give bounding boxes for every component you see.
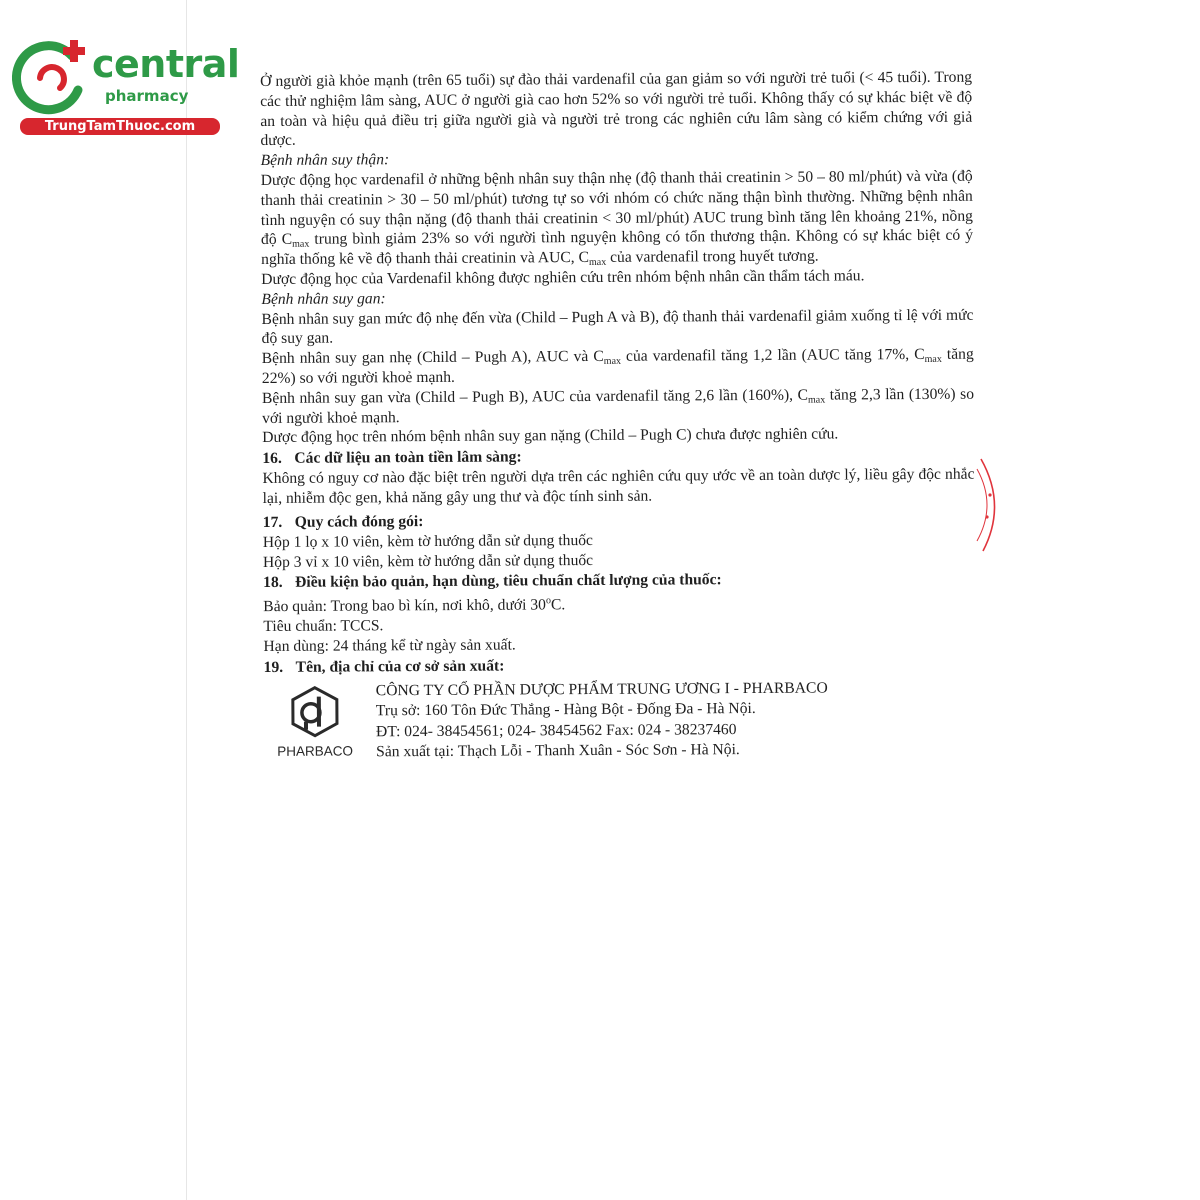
manufacturer-factory: Sản xuất tại: Thạch Lỗi - Thanh Xuân - Sóc Sơn - Hà Nội. bbox=[376, 741, 740, 761]
pharbaco-logo bbox=[270, 685, 360, 766]
central-pharmacy-logo[interactable] bbox=[10, 38, 240, 138]
dialysis-paragraph: Dược động học của Vardenafil không được nghiên cứu trên nhóm bệnh nhân cần thẩm tách máu. bbox=[261, 267, 865, 288]
pharbaco-label: PHARBACO bbox=[277, 743, 354, 759]
brand-name: central bbox=[92, 42, 240, 86]
section-heading-17: 17. Quy cách đóng gói: bbox=[262, 512, 424, 531]
central-logo-icon bbox=[10, 38, 92, 120]
storage-line: Bảo quản: Trong bao bì kín, nơi khô, dưới 30$^o$C. bbox=[263, 595, 566, 616]
section-heading-16: 16. Các dữ liệu an toàn tiền lâm sàng: bbox=[262, 448, 522, 468]
pharbaco-logo-icon bbox=[290, 685, 340, 737]
section-heading-19: 19. Tên, địa chỉ của cơ sở sản xuất: bbox=[263, 657, 505, 676]
hepatic-paragraph-3: Bệnh nhân suy gan vừa (Child – Pugh B), AUC của vardenafil tăng 2,6 lần (160%), $C_{max}$ tăng 2,3 lần (130%) so với người khoẻ mạnh. bbox=[261, 385, 975, 427]
manufacturer-block bbox=[264, 678, 977, 772]
hepatic-heading: Bệnh nhân suy gan: bbox=[261, 290, 386, 308]
hepatic-paragraph-4: Dược động học trên nhóm bệnh nhân suy gan nặng (Child – Pugh C) chưa được nghiên cứu. bbox=[262, 425, 839, 447]
section-heading-18: 18. Điều kiện bảo quản, hạn dùng, tiêu chuẩn chất lượng của thuốc: bbox=[263, 571, 722, 592]
hepatic-paragraph-1: Bệnh nhân suy gan mức độ nhẹ đến vừa (Child – Pugh A và B), độ thanh thải vardenafil giảm xuống tỉ lệ với mức độ suy gan. bbox=[261, 306, 974, 348]
document-body bbox=[260, 68, 976, 772]
standard-line: Tiêu chuẩn: TCCS. bbox=[263, 617, 384, 636]
red-stamp-fragment bbox=[975, 455, 1005, 555]
packaging-item: Hộp 1 lọ x 10 viên, kèm tờ hướng dẫn sử dụng thuốc bbox=[262, 531, 594, 551]
manufacturer-phone: ĐT: 024- 38454561; 024- 38454562 Fax: 024 - 38237460 bbox=[375, 721, 737, 741]
hepatic-paragraph-2: Bệnh nhân suy gan nhẹ (Child – Pugh A), AUC và $C_{max}$ của vardenafil tăng 1,2 lần (AUC tăng 17%, $C_{max}$ tăng 22%) so với người khoẻ mạnh. bbox=[261, 345, 974, 387]
scan-edge-line bbox=[186, 0, 187, 1200]
shelf-life-line: Hạn dùng: 24 tháng kể từ ngày sản xuất. bbox=[263, 636, 516, 656]
renal-paragraph: Dược động học vardenafil ở những bệnh nhân suy thận nhẹ (độ thanh thải creatinin > 50 – 80 ml/phút) và vừa (độ thanh thải creatinin > 30 – 50 ml/phút) tương tự so với nhóm có chức năng thận bình thường. Những bệnh nhân tình nguyện có suy thận nặng (độ thanh thải creatinin < 30 ml/phút) AUC trung bình tăng lên khoảng 21%, nồng độ $C_{max}$ trung bình giảm 23% so với người tình nguyện không có tổn thương thận. Không có sự khác biệt có ý nghĩa thống kê về độ thanh thải creatinin và AUC, $C_{max}$ của vardenafil trong huyết tương. bbox=[260, 167, 974, 269]
elderly-paragraph: Ở người già khỏe mạnh (trên 65 tuổi) sự đào thải vardenafil của gan giảm so với người trẻ tuổi (< 45 tuổi). Trong các thử nghiệm lâm sàng, AUC ở người già cao hơn 52% so với người trẻ tuổi. Không thấy có sự khác biệt về độ an toàn và hiệu quả điều trị giữa người già và người trẻ trong các nghiên cứu lâm sàng có kiểm chứng với giả dược. bbox=[260, 68, 973, 150]
manufacturer-name: CÔNG TY CỔ PHẦN DƯỢC PHẨM TRUNG ƯƠNG I - PHARBACO bbox=[375, 679, 828, 700]
preclinical-paragraph: Không có nguy cơ nào đặc biệt trên người dựa trên các nghiên cứu quy ước về an toàn dược lý, liều gây độc nhắc lại, nhiễm độc gen, khả năng gây ung thư và độc tính sinh sản. bbox=[262, 465, 975, 507]
manufacturer-details bbox=[376, 678, 828, 763]
renal-heading: Bệnh nhân suy thận: bbox=[260, 151, 390, 170]
website-badge[interactable]: TrungTamThuoc.com bbox=[20, 118, 220, 135]
brand-subtitle: pharmacy bbox=[105, 87, 189, 105]
packaging-item: Hộp 3 vỉ x 10 viên, kèm tờ hướng dẫn sử dụng thuốc bbox=[262, 551, 594, 571]
manufacturer-address: Trụ sở: 160 Tôn Đức Thắng - Hàng Bột - Đống Đa - Hà Nội. bbox=[375, 700, 756, 720]
